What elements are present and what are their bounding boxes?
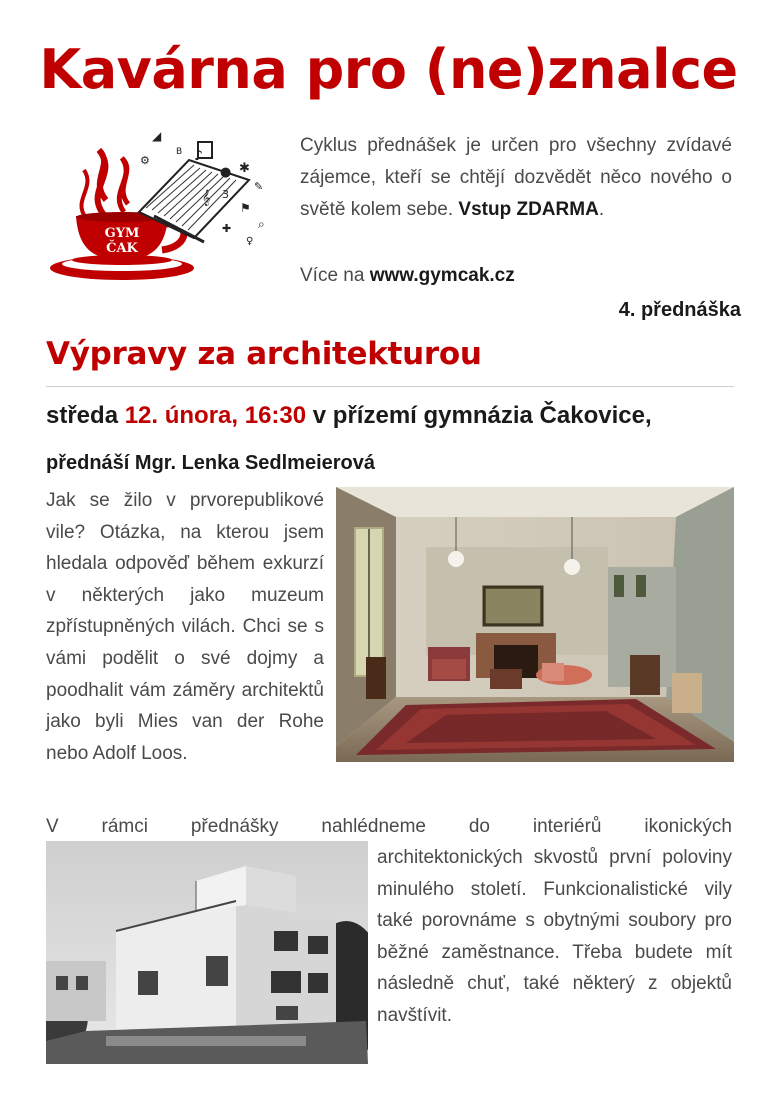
svg-text:B: B [176,147,183,157]
event-day: středa [46,402,125,429]
logo-text-cak: ČAK [106,241,138,256]
speaker: přednáší Mgr. Lenka Sedlmeierová [46,452,376,474]
event-place: v přízemí gymnázia Čakovice, [306,402,652,429]
svg-text:⌕: ⌕ [258,217,265,231]
svg-text:3: 3 [222,188,229,201]
svg-text:✱: ✱ [239,161,250,176]
website-link[interactable]: www.gymcak.cz [369,265,515,286]
villa-interior-photo [336,487,734,762]
lecture-number: 4. přednáška [618,299,741,321]
svg-text:⚑: ⚑ [240,201,251,215]
paragraph-2-rest: architektonických skvostů první poloviny minulého století. Funkcionalistické vily také porovnáme s obytnými soubory pro běžné zaměstnance. Třeba budete mít následně chuť, také některý z objektů navštívit. [377,847,732,1026]
svg-text:♪: ♪ [194,148,203,164]
more-info [300,265,515,287]
more-prefix: Více na [300,265,370,286]
free-entry: Vstup ZDARMA [458,199,599,220]
svg-text:𝄞: 𝄞 [202,190,211,206]
logo-text-gym: GYM [104,226,140,241]
lecture-heading: Výpravy za architekturou [46,336,482,372]
svg-text:✎: ✎ [254,180,264,193]
gymcak-coffee-book-logo [44,120,290,288]
intro-text: Cyklus přednášek je určen pro všechny zvídavé zájemce, kteří se chtějí dozvědět něco nového o světě kolem sebe. [300,135,732,220]
poster-title: Kavárna pro (ne)znalce [39,38,738,101]
free-entry-suffix: . [598,199,605,220]
event-date-line [46,402,652,430]
divider [46,386,734,387]
svg-text:✚: ✚ [222,222,232,235]
paragraph-2-first-line: V rámci přednášky nahlédneme do interiérů ikonických [46,816,732,837]
paragraph-1: Jak se žilo v prvorepublikové vile? Otázka, na kterou jsem hledala odpověď během exkurzí v některých jako muzeum zpřístupněných vilách. Chci se s vámi podělit o své dojmy a poodhalit vám záměry architektů jako byli Mies van der Rohe nebo Adolf Loos. [46,490,324,764]
svg-text:◢: ◢ [152,129,162,143]
svg-text:●: ● [220,165,232,180]
intro-paragraph [300,130,732,226]
svg-text:♀: ♀ [246,236,254,247]
villa-exterior-photo [46,841,368,1064]
svg-text:⚙: ⚙ [140,154,150,167]
event-date-time: 12. února, 16:30 [124,402,307,429]
